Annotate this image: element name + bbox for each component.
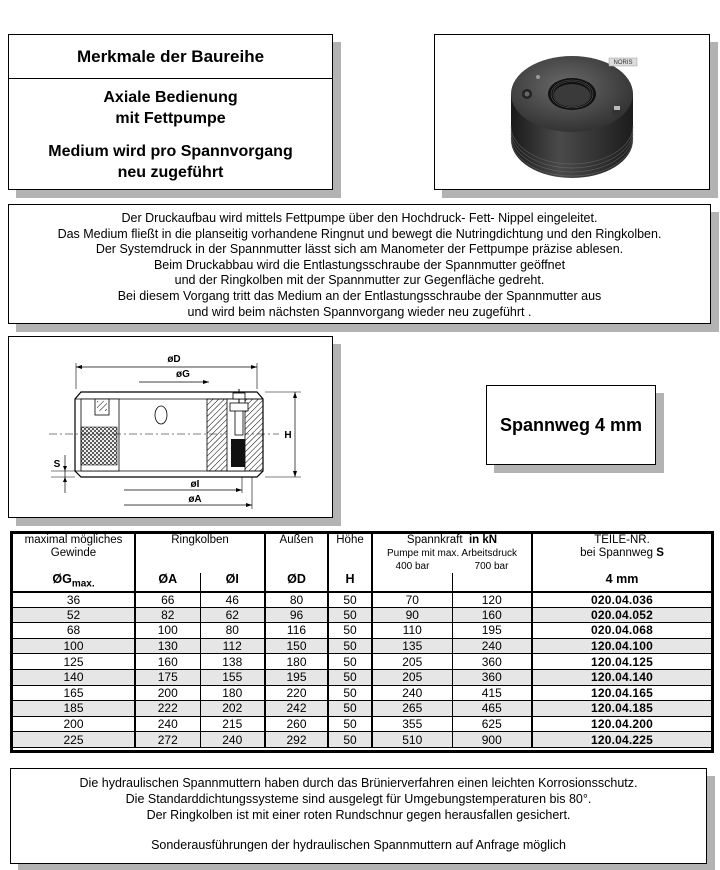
table-cell: 260 <box>265 716 328 732</box>
table-row <box>13 638 711 654</box>
features-body <box>9 79 332 183</box>
table-cell: 82 <box>135 607 200 623</box>
table-cell: 110 <box>372 623 452 639</box>
header-part-no: TEILE-NR. bei Spannweg S <box>532 534 711 573</box>
table-cell: 52 <box>13 607 135 623</box>
subheader-stroke: 4 mm <box>532 573 711 592</box>
description-line: Beim Druckabbau wird die Entlastungsschraube der Spannmutter geöffnet <box>153 257 566 272</box>
label-D: øD <box>167 354 181 365</box>
header-max-thread: maximal mögliches Gewinde <box>24 534 123 559</box>
header-clamping-force: Spannkraft in kN Pumpe mit max. Arbeitsdruck 400 bar 700 bar <box>372 534 532 573</box>
note-line: Die Standarddichtungssysteme sind ausgelegt für Umgebungstemperaturen bis 80°. <box>125 792 592 806</box>
parts-table <box>10 531 714 753</box>
table-cell: 50 <box>328 654 372 670</box>
note-line: Der Ringkolben ist mit einer roten Rundschnur gegen herausfallen gesichert. <box>146 808 571 822</box>
table-cell: 120.04.140 <box>532 669 711 685</box>
table-cell: 50 <box>328 716 372 732</box>
table-cell: 180 <box>265 654 328 670</box>
table-cell: 205 <box>372 669 452 685</box>
table-row <box>13 701 711 717</box>
table-cell: 120.04.225 <box>532 732 711 748</box>
table-cell: 200 <box>63 717 84 732</box>
table-row <box>13 669 711 685</box>
notes-box <box>10 768 707 864</box>
table-row <box>13 716 711 732</box>
table-cell: 150 <box>265 638 328 654</box>
table-cell: 360 <box>452 654 532 670</box>
table-cell: 195 <box>265 669 328 685</box>
stroke-box <box>486 385 656 465</box>
table-row <box>13 592 711 608</box>
table-cell: 116 <box>265 623 328 639</box>
table-cell: 50 <box>328 685 372 701</box>
brand-label: NORIS <box>613 60 633 66</box>
table-cell: 175 <box>135 669 200 685</box>
table-cell: 50 <box>328 732 372 748</box>
table-cell: 240 <box>452 638 532 654</box>
table-cell: 160 <box>452 607 532 623</box>
description-line: Der Druckaufbau wird mittels Fettpumpe über den Hochdruck- Fett- Nippel eingeleitet. <box>121 211 598 225</box>
table-cell: 900 <box>452 732 532 748</box>
table-cell: 155 <box>200 669 265 685</box>
table-cell: 62 <box>200 607 265 623</box>
table-cell: 70 <box>372 592 452 608</box>
table-cell: 140 <box>13 669 135 685</box>
technical-drawing-box <box>8 336 333 518</box>
table-cell: 360 <box>452 669 532 685</box>
technical-drawing <box>9 337 332 517</box>
table-cell: 205 <box>372 654 452 670</box>
table-cell: 135 <box>372 638 452 654</box>
table-cell: 195 <box>452 623 532 639</box>
table-cell: 50 <box>328 701 372 717</box>
table-cell: 265 <box>372 701 452 717</box>
table-cell: 510 <box>372 732 452 748</box>
table-cell: 465 <box>452 701 532 717</box>
table-cell: 50 <box>328 607 372 623</box>
table-cell: 90 <box>372 607 452 623</box>
features-box <box>8 34 333 190</box>
table-cell: 355 <box>372 716 452 732</box>
table-cell: 100 <box>135 623 200 639</box>
table-cell: 96 <box>265 607 328 623</box>
table-cell: 202 <box>200 701 265 717</box>
table-cell: 125 <box>63 654 84 669</box>
table-cell: 138 <box>200 654 265 670</box>
table-cell: 120.04.125 <box>532 654 711 670</box>
feature-line-2b: neu zugeführt <box>117 164 224 181</box>
product-photo-box <box>434 34 710 190</box>
table-cell: 160 <box>135 654 200 670</box>
label-A: øA <box>188 494 202 505</box>
table-cell: 200 <box>135 685 200 701</box>
table-cell: 625 <box>452 716 532 732</box>
table-cell: 242 <box>265 701 328 717</box>
description-box <box>8 204 711 324</box>
table-cell: 020.04.068 <box>532 623 711 639</box>
special-note: Sonderausführungen der hydraulischen Spannmuttern auf Anfrage möglich <box>151 838 566 852</box>
table-cell: 80 <box>200 623 265 639</box>
table-cell: 120.04.100 <box>532 638 711 654</box>
table-cell: 36 <box>66 592 81 607</box>
header-ring-piston: Ringkolben <box>135 534 265 573</box>
note-line: Die hydraulischen Spannmuttern haben durch das Brünierverfahren einen leichten Korrosionsschutz. <box>79 776 638 790</box>
table-cell: 225 <box>13 732 135 748</box>
description-line: und wird beim nächsten Spannvorgang wieder neu zugeführt . <box>187 304 532 319</box>
header-height: Höhe <box>328 534 372 573</box>
table-cell: 66 <box>135 592 200 608</box>
table-cell: 50 <box>328 638 372 654</box>
table-cell: 185 <box>13 701 135 717</box>
table-cell: 120.04.185 <box>532 701 711 717</box>
description-line: und der Ringkolben mit der Spannmutter zur Gegenfläche gedreht. <box>174 273 545 288</box>
table-row <box>13 732 711 748</box>
table-cell: 020.04.036 <box>532 592 711 608</box>
table-row <box>13 623 711 639</box>
table-cell: 272 <box>135 732 200 748</box>
table-cell: 240 <box>135 716 200 732</box>
table-cell: 130 <box>135 638 200 654</box>
table-row <box>13 654 711 670</box>
subheader-a: ØA <box>135 573 200 592</box>
features-title: Merkmale der Baureihe <box>9 35 332 79</box>
table-cell: 165 <box>63 685 84 700</box>
table-cell: 215 <box>200 716 265 732</box>
table-cell: 292 <box>265 732 328 748</box>
table-row <box>13 607 711 623</box>
table-cell: 50 <box>328 592 372 608</box>
table-cell: 112 <box>200 638 265 654</box>
label-G: øG <box>176 369 190 380</box>
table-cell: 50 <box>328 669 372 685</box>
table-cell: 220 <box>265 685 328 701</box>
feature-line-1b: mit Fettpumpe <box>115 110 226 127</box>
table-cell: 68 <box>66 623 81 638</box>
description-line: Bei diesem Vorgang tritt das Medium an der Entlastungsschraube der Spannmutter aus <box>117 288 602 303</box>
table-cell: 120 <box>452 592 532 608</box>
table-cell: 222 <box>135 701 200 717</box>
subheader-g: $ØG_{max.}$ <box>52 572 95 590</box>
label-S: S <box>53 459 61 470</box>
table-cell: 80 <box>265 592 328 608</box>
table-cell: 46 <box>200 592 265 608</box>
label-H: H <box>284 430 292 441</box>
label-I: øI <box>190 479 200 490</box>
product-photo <box>497 42 647 182</box>
subheader-h: H <box>328 573 372 592</box>
feature-line-2a: Medium wird pro Spannvorgang <box>48 143 293 160</box>
table-row <box>13 685 711 701</box>
table-cell: 120.04.165 <box>532 685 711 701</box>
header-outside: Außen <box>265 534 328 573</box>
table-cell: 120.04.200 <box>532 716 711 732</box>
table-cell: 100 <box>13 638 135 654</box>
table-cell: 180 <box>200 685 265 701</box>
table-cell: 240 <box>200 732 265 748</box>
description-line: Das Medium fließt in die planseitig vorhandene Ringnut und bewegt die Nutringdichtung und den Ringkolben. <box>57 226 662 241</box>
stroke-label: Spannweg 4 mm <box>499 414 643 435</box>
table-cell: 240 <box>372 685 452 701</box>
subheader-d: ØD <box>265 573 328 592</box>
subheader-i: ØI <box>200 573 265 592</box>
feature-line-1a: Axiale Bedienung <box>103 89 238 106</box>
description-line: Der Systemdruck in der Spannmutter lässt sich am Manometer der Fettpumpe präzise ablesen. <box>95 242 624 257</box>
table-cell: 50 <box>328 623 372 639</box>
table-cell: 020.04.052 <box>532 607 711 623</box>
table-cell: 415 <box>452 685 532 701</box>
